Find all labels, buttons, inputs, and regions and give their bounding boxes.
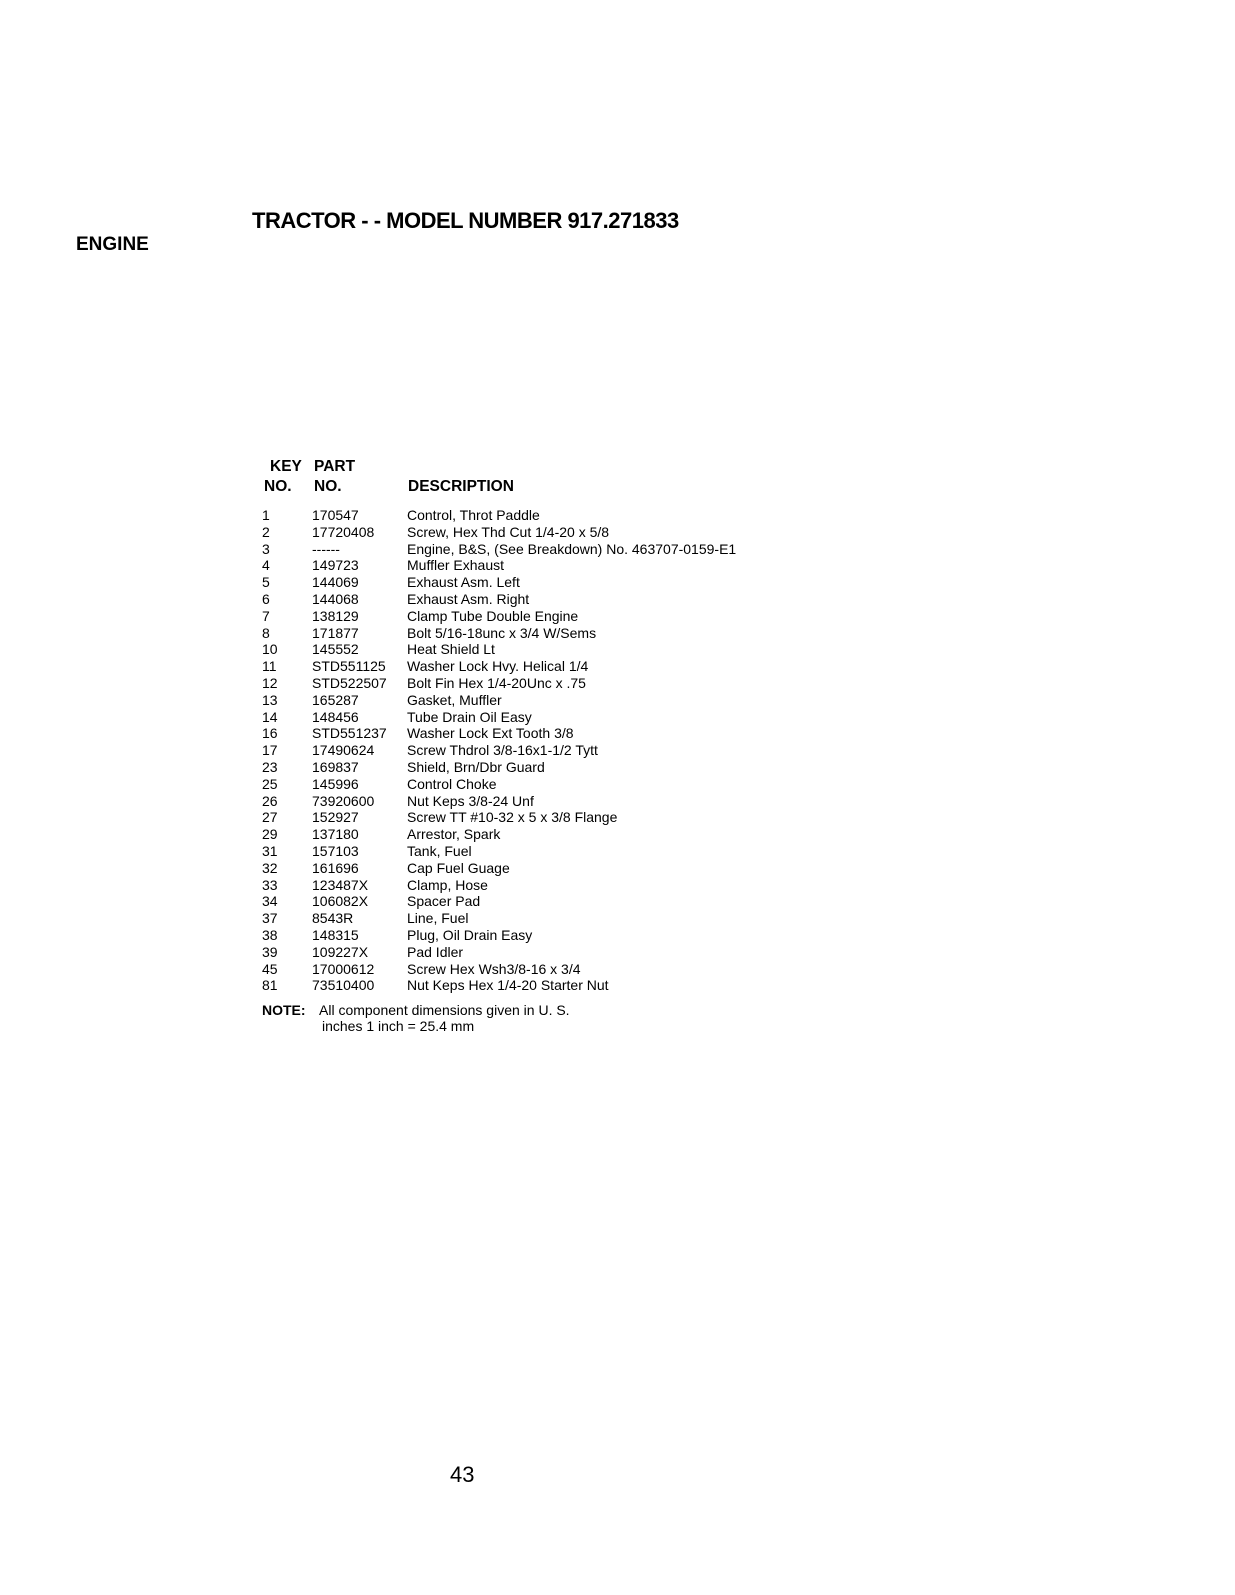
key-no-cell: 10	[262, 641, 278, 658]
description-cell: Shield, Brn/Dbr Guard	[407, 758, 545, 775]
part-no-cell: 161696	[312, 859, 359, 876]
part-no-cell: 149723	[312, 557, 359, 574]
part-no-cell: 145996	[312, 775, 359, 792]
description-cell: Clamp Tube Double Engine	[407, 607, 579, 624]
description-cell: Screw Thdrol 3/8-16x1-1/2 Tytt	[407, 742, 598, 759]
key-no-cell: 37	[262, 910, 278, 927]
part-no-cell: 73510400	[312, 977, 375, 994]
part-no-cell: 145552	[312, 641, 359, 658]
description-cell: Tank, Fuel	[407, 842, 472, 859]
part-no-cell: 17000612	[312, 960, 375, 977]
key-no-cell: 81	[262, 977, 278, 994]
part-header-line2: NO.	[314, 478, 342, 495]
part-no-cell: 152927	[312, 809, 359, 826]
key-no-cell: 13	[262, 691, 278, 708]
key-no-cell: 4	[262, 557, 270, 574]
description-cell: Gasket, Muffler	[407, 691, 502, 708]
key-no-cell: 1	[262, 507, 270, 523]
description-cell: Control Choke	[407, 775, 497, 792]
part-no-cell: 148315	[312, 926, 359, 943]
description-cell: Exhaust Asm. Left	[407, 574, 520, 591]
description-cell: Bolt Fin Hex 1/4-20Unc x .75	[407, 674, 586, 691]
key-no-cell: 7	[262, 607, 270, 624]
key-no-cell: 3	[262, 540, 270, 557]
key-no-cell: 32	[262, 859, 278, 876]
part-no-cell: 165287	[312, 691, 359, 708]
key-no-cell: 31	[262, 842, 278, 859]
section-heading: ENGINE	[76, 234, 149, 255]
part-no-cell: STD522507	[312, 674, 387, 691]
part-no-cell: 109227X	[312, 943, 369, 960]
part-no-cell: STD551237	[312, 725, 387, 742]
part-no-cell: 106082X	[312, 893, 369, 910]
description-cell: Pad Idler	[407, 943, 464, 960]
part-no-cell: 157103	[312, 842, 359, 859]
description-cell: Line, Fuel	[407, 910, 469, 927]
part-no-cell: 144069	[312, 574, 359, 591]
key-no-cell: 17	[262, 742, 278, 759]
description-cell: Nut Keps 3/8-24 Unf	[407, 792, 534, 809]
key-no-cell: 14	[262, 708, 278, 725]
key-no-cell: 2	[262, 523, 270, 540]
key-no-cell: 26	[262, 792, 278, 809]
part-no-cell: 137180	[312, 826, 359, 843]
description-cell: Nut Keps Hex 1/4-20 Starter Nut	[407, 977, 609, 994]
description-cell: Exhaust Asm. Right	[407, 590, 530, 607]
description-cell: Washer Lock Ext Tooth 3/8	[407, 725, 574, 742]
key-no-cell: 27	[262, 809, 278, 826]
description-cell: Clamp, Hose	[407, 876, 488, 893]
key-header-line1: KEY	[270, 458, 302, 475]
key-no-cell: 29	[262, 826, 278, 843]
description-cell: Screw Hex Wsh3/8-16 x 3/4	[407, 960, 581, 977]
part-no-cell: 138129	[312, 607, 359, 624]
description-header: DESCRIPTION	[408, 478, 514, 495]
description-cell: Cap Fuel Guage	[407, 859, 510, 876]
note-text-line2: inches 1 inch = 25.4 mm	[322, 1018, 475, 1034]
part-no-cell: 148456	[312, 708, 359, 725]
description-cell: Arrestor, Spark	[407, 826, 501, 843]
part-no-cell: 169837	[312, 758, 359, 775]
part-no-cell: 123487X	[312, 876, 369, 893]
key-no-cell: 12	[262, 674, 278, 691]
key-no-cell: 5	[262, 574, 270, 591]
key-no-cell: 6	[262, 590, 270, 607]
description-cell: Tube Drain Oil Easy	[407, 708, 532, 725]
key-no-cell: 33	[262, 876, 278, 893]
description-cell: Plug, Oil Drain Easy	[407, 926, 533, 943]
part-no-cell: 8543R	[312, 910, 354, 927]
part-no-cell: STD551125	[312, 658, 386, 675]
description-cell: Control, Throt Paddle	[407, 507, 540, 523]
part-no-cell: 73920600	[312, 792, 375, 809]
part-no-cell: 144068	[312, 590, 359, 607]
key-no-cell: 38	[262, 926, 278, 943]
part-header-line1: PART	[314, 458, 356, 475]
part-no-cell: ------	[312, 540, 340, 557]
description-cell: Washer Lock Hvy. Helical 1/4	[407, 658, 589, 675]
description-cell: Heat Shield Lt	[407, 641, 495, 658]
part-no-cell: 170547	[312, 507, 359, 523]
key-no-cell: 39	[262, 943, 278, 960]
part-no-cell: 17490624	[312, 742, 375, 759]
description-cell: Muffler Exhaust	[407, 557, 505, 574]
description-cell: Screw TT #10-32 x 5 x 3/8 Flange	[407, 809, 618, 826]
page-title: TRACTOR - - MODEL NUMBER 917.271833	[252, 208, 679, 233]
key-no-cell: 25	[262, 775, 278, 792]
key-no-cell: 16	[262, 725, 278, 742]
page-number: 43	[450, 1462, 475, 1487]
part-no-cell: 171877	[312, 624, 359, 641]
description-cell: Engine, B&S, (See Breakdown) No. 463707-0159-E1	[407, 540, 737, 557]
description-cell: Screw, Hex Thd Cut 1/4-20 x 5/8	[407, 523, 610, 540]
key-no-cell: 34	[262, 893, 278, 910]
note-label: NOTE:	[262, 1002, 306, 1018]
key-no-cell: 45	[262, 960, 278, 977]
key-no-cell: 8	[262, 624, 270, 641]
key-no-cell: 11	[262, 658, 277, 675]
description-cell: Spacer Pad	[407, 893, 481, 910]
key-no-cell: 23	[262, 758, 278, 775]
note-text-line1: All component dimensions given in U. S.	[319, 1002, 570, 1018]
description-cell: Bolt 5/16-18unc x 3/4 W/Sems	[407, 624, 597, 641]
key-header-line2: NO.	[264, 478, 292, 495]
part-no-cell: 17720408	[312, 523, 375, 540]
